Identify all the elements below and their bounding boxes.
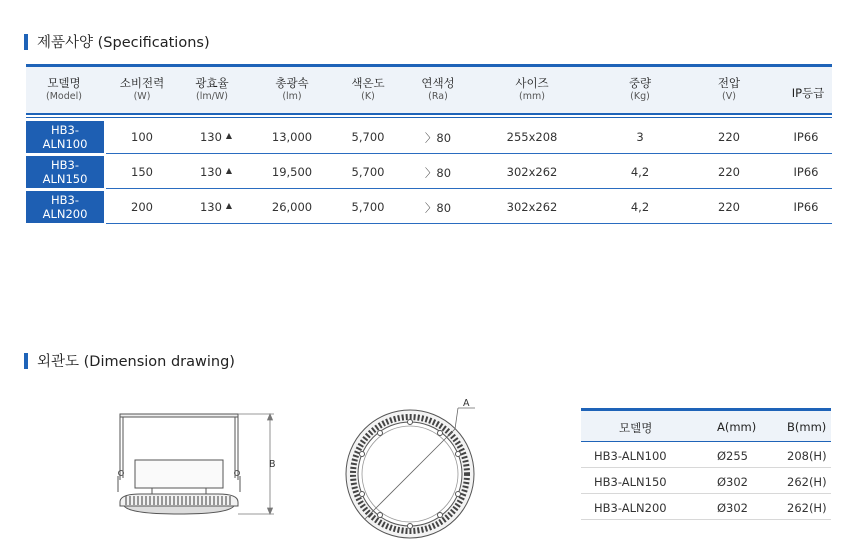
header-weight: 중량 (Kg) <box>628 76 652 102</box>
dim-table-row: HB3-ALN100 Ø255 208(H) <box>581 442 831 468</box>
ip-value: IP66 <box>793 165 819 179</box>
ip-value: IP66 <box>793 200 819 214</box>
dimension-table-header <box>581 411 831 441</box>
model-cell: HB3- ALN100 <box>26 121 104 153</box>
header-power: 소비전력 (W) <box>119 76 165 102</box>
power-value: 100 <box>131 130 153 144</box>
flux-value: 19,500 <box>271 165 313 179</box>
flux-value: 13,000 <box>271 130 313 144</box>
header-cri: 연색성 (Ra) <box>421 76 455 102</box>
size-value: 302x262 <box>506 200 558 214</box>
cct-value: 5,700 <box>351 130 385 144</box>
top-view-drawing <box>340 396 490 546</box>
weight-value: 4,2 <box>630 165 650 179</box>
title-accent-bar <box>24 353 28 369</box>
bracket-top <box>120 414 238 417</box>
efficacy-value: 130 ▲ <box>199 130 233 144</box>
dimension-table <box>581 408 831 520</box>
dim-header-model: 모델명 <box>619 421 653 435</box>
model-cell: HB3- ALN150 <box>26 156 104 188</box>
spec-row <box>26 155 832 189</box>
dim-section-title <box>24 350 235 371</box>
dim-title-text: 외관도 (Dimension drawing) <box>37 354 235 370</box>
title-accent-bar <box>24 34 28 50</box>
header-cct: 색온도 (K) <box>351 76 385 102</box>
dimension-a-label: A <box>463 398 470 409</box>
dimension-b-label: B <box>269 459 276 470</box>
power-value: 200 <box>131 200 153 214</box>
up-arrow-icon: ▲ <box>225 131 233 140</box>
header-voltage: 전압 (V) <box>717 76 741 102</box>
weight-value: 3 <box>636 130 644 144</box>
cct-value: 5,700 <box>351 200 385 214</box>
dim-table-row: HB3-ALN150 Ø302 262(H) <box>581 468 831 494</box>
driver-box <box>135 460 223 488</box>
up-arrow-icon: ▲ <box>225 166 233 175</box>
header-model: 모델명 (Model) <box>46 76 82 102</box>
power-value: 150 <box>131 165 153 179</box>
dim-table-row: HB3-ALN200 Ø302 262(H) <box>581 494 831 520</box>
lens <box>124 506 234 514</box>
efficacy-value: 130 ▲ <box>199 165 233 179</box>
cct-value: 5,700 <box>351 165 385 179</box>
voltage-value: 220 <box>718 130 740 144</box>
dim-header-a: A(mm) <box>717 420 757 434</box>
spec-row <box>26 190 832 224</box>
header-size: 사이즈 (mm) <box>515 76 549 102</box>
heatsink-fins <box>126 496 230 505</box>
spec-section-title <box>24 31 210 52</box>
model-cell: HB3- ALN200 <box>26 191 104 223</box>
cri-value: 〉80 <box>424 166 452 180</box>
ip-value: IP66 <box>793 130 819 144</box>
header-ip: IP등급 <box>791 86 825 100</box>
weight-value: 4,2 <box>630 200 650 214</box>
cri-value: 〉80 <box>424 201 452 215</box>
header-flux: 총광속 (lm) <box>275 76 309 102</box>
cri-value: 〉80 <box>424 131 452 145</box>
flux-value: 26,000 <box>271 200 313 214</box>
voltage-value: 220 <box>718 200 740 214</box>
size-value: 255x208 <box>506 130 558 144</box>
header-efficacy: 광효율 (lm/W) <box>195 76 229 102</box>
up-arrow-icon: ▲ <box>225 201 233 210</box>
efficacy-value: 130 ▲ <box>199 200 233 214</box>
spec-row <box>26 120 832 154</box>
side-view-drawing <box>110 410 290 525</box>
voltage-value: 220 <box>718 165 740 179</box>
spec-table-header <box>26 64 832 120</box>
spec-title-text: 제품사양 (Specifications) <box>37 35 210 51</box>
size-value: 302x262 <box>506 165 558 179</box>
dim-header-b: B(mm) <box>787 420 827 434</box>
